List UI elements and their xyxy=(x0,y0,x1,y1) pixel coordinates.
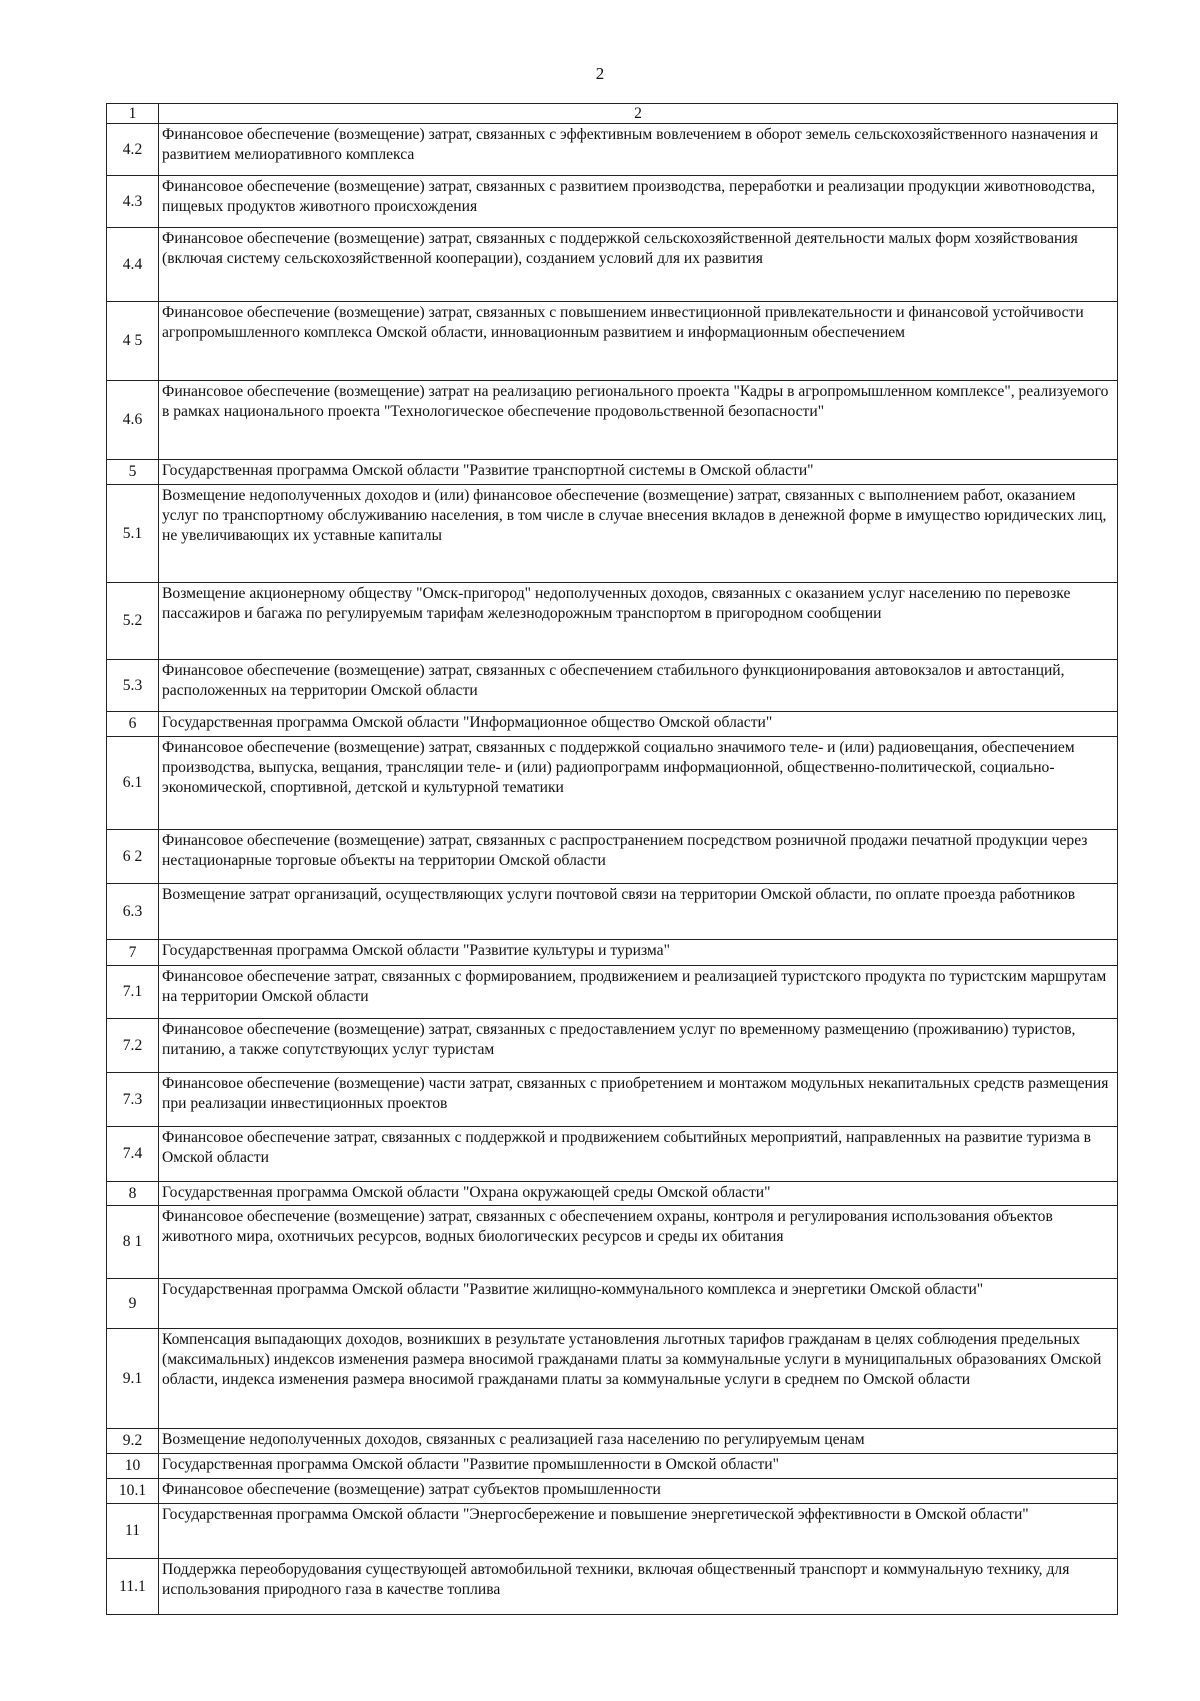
row-text: Государственная программа Омской области "Развитие культуры и туризма" xyxy=(159,940,1118,966)
row-text: Финансовое обеспечение (возмещение) затрат, связанных с поддержкой сельскохозяйственной деятельности малых форм хозяйствования (включая систему сельскохозяйственной кооперации), созданием условий для их развития xyxy=(159,228,1118,302)
row-number: 6.1 xyxy=(107,737,159,830)
row-text: Финансовое обеспечение (возмещение) затрат, связанных с повышением инвестиционной привлекательности и финансовой устойчивости агропромышленного комплекса Омской области, инновационным развитием и информационным обеспечением xyxy=(159,302,1118,381)
row-text: Финансовое обеспечение (возмещение) затрат, связанных с обеспечением стабильного функционирования автовокзалов и автостанций, расположенных на территории Омской области xyxy=(159,660,1118,712)
row-number: 4.3 xyxy=(107,176,159,228)
table-row xyxy=(107,1559,1118,1615)
row-number: 7.2 xyxy=(107,1019,159,1073)
table-row xyxy=(107,884,1118,940)
row-text: Поддержка переоборудования существующей автомобильной техники, включая общественный транспорт и коммунальную технику, для использования природного газа в качестве топлива xyxy=(159,1559,1118,1615)
row-text: Финансовое обеспечение (возмещение) затрат субъектов промышленности xyxy=(159,1479,1118,1504)
row-number: 8 xyxy=(107,1182,159,1206)
row-number: 7.4 xyxy=(107,1127,159,1182)
table-row xyxy=(107,1279,1118,1329)
row-text: Финансовое обеспечение (возмещение) затрат, связанных с поддержкой социально значимого теле- и (или) радиовещания, обеспечением производства, выпуска, вещания, трансляции теле- и (или) радиопрограмм информационной, общественно-политической, социально-экономической, спортивной, детской и культурной тематики xyxy=(159,737,1118,830)
row-text: Финансовое обеспечение затрат, связанных с поддержкой и продвижением событийных мероприятий, направленных на развитие туризма в Омской области xyxy=(159,1127,1118,1182)
table-row xyxy=(107,1127,1118,1182)
row-text: Финансовое обеспечение (возмещение) затрат, связанных с обеспечением охраны, контроля и регулирования использования объектов животного мира, охотничьих ресурсов, водных биологических ресурсов и среды их обитания xyxy=(159,1206,1118,1279)
row-number: 7.1 xyxy=(107,966,159,1019)
table-row xyxy=(107,124,1118,176)
row-number: 4.6 xyxy=(107,381,159,460)
row-number: 11.1 xyxy=(107,1559,159,1615)
row-text: Финансовое обеспечение (возмещение) затрат, связанных с эффективным вовлечением в оборот земель сельскохозяйственного назначения и развитием мелиоративного комплекса xyxy=(159,124,1118,176)
row-text: Финансовое обеспечение (возмещение) затрат, связанных с распространением посредством розничной продажи печатной продукции через нестационарные торговые объекты на территории Омской области xyxy=(159,830,1118,884)
row-text: Возмещение недополученных доходов, связанных с реализацией газа населению по регулируемым ценам xyxy=(159,1429,1118,1454)
row-number: 5 xyxy=(107,460,159,485)
row-text: Государственная программа Омской области "Информационное общество Омской области" xyxy=(159,712,1118,737)
row-text: Возмещение затрат организаций, осуществляющих услуги почтовой связи на территории Омской области, по оплате проезда работников xyxy=(159,884,1118,940)
table-row xyxy=(107,381,1118,460)
table-row xyxy=(107,1429,1118,1454)
row-number: 5.1 xyxy=(107,485,159,583)
row-text: Государственная программа Омской области "Развитие жилищно-коммунального комплекса и энергетики Омской области" xyxy=(159,1279,1118,1329)
header-col-1: 1 xyxy=(107,104,159,124)
table-row xyxy=(107,1182,1118,1206)
row-number: 7.3 xyxy=(107,1073,159,1127)
table-row xyxy=(107,712,1118,737)
table-row xyxy=(107,1206,1118,1279)
row-number: 6.3 xyxy=(107,884,159,940)
table-row xyxy=(107,485,1118,583)
table-row xyxy=(107,302,1118,381)
page-number: 2 xyxy=(595,64,605,83)
row-number: 4.2 xyxy=(107,124,159,176)
header-col-2: 2 xyxy=(159,104,1118,124)
table-row xyxy=(107,460,1118,485)
row-text: Возмещение акционерному обществу "Омск-пригород" недополученных доходов, связанных с оказанием услуг населению по перевозке пассажиров и багажа по регулируемым тарифам железнодорожным транспортом в пригородном сообщении xyxy=(159,583,1118,660)
row-text: Государственная программа Омской области "Охрана окружающей среды Омской области" xyxy=(159,1182,1118,1206)
subsidy-table xyxy=(106,103,1118,1615)
row-number: 6 2 xyxy=(107,830,159,884)
row-text: Финансовое обеспечение (возмещение) затрат на реализацию регионального проекта "Кадры в агропромышленном комплексе", реализуемого в рамках национального проекта "Технологическое обеспечение продовольственной безопасности" xyxy=(159,381,1118,460)
row-number: 5.3 xyxy=(107,660,159,712)
row-number: 9.1 xyxy=(107,1329,159,1429)
row-number: 6 xyxy=(107,712,159,737)
table-row xyxy=(107,1454,1118,1479)
table-row xyxy=(107,1329,1118,1429)
table-row xyxy=(107,1073,1118,1127)
table-row xyxy=(107,966,1118,1019)
row-number: 10.1 xyxy=(107,1479,159,1504)
row-number: 9 xyxy=(107,1279,159,1329)
table-row xyxy=(107,1019,1118,1073)
row-text: Государственная программа Омской области "Развитие транспортной системы в Омской области" xyxy=(159,460,1118,485)
row-number: 10 xyxy=(107,1454,159,1479)
row-text: Финансовое обеспечение (возмещение) части затрат, связанных с приобретением и монтажом модульных некапитальных средств размещения при реализации инвестиционных проектов xyxy=(159,1073,1118,1127)
table-header-row xyxy=(107,104,1118,124)
row-number: 11 xyxy=(107,1504,159,1559)
row-number: 9.2 xyxy=(107,1429,159,1454)
row-number: 4.4 xyxy=(107,228,159,302)
row-number: 4 5 xyxy=(107,302,159,381)
table-row xyxy=(107,737,1118,830)
table-row xyxy=(107,583,1118,660)
table-row xyxy=(107,228,1118,302)
row-text: Финансовое обеспечение (возмещение) затрат, связанных с предоставлением услуг по временному размещению (проживанию) туристов, питанию, а также сопутствующих услуг туристам xyxy=(159,1019,1118,1073)
row-number: 7 xyxy=(107,940,159,966)
table-row xyxy=(107,1479,1118,1504)
row-text: Государственная программа Омской области "Энергосбережение и повышение энергетической эффективности в Омской области" xyxy=(159,1504,1118,1559)
row-text: Финансовое обеспечение (возмещение) затрат, связанных с развитием производства, переработки и реализации продукции животноводства, пищевых продуктов животного происхождения xyxy=(159,176,1118,228)
row-number: 8 1 xyxy=(107,1206,159,1279)
table-row xyxy=(107,176,1118,228)
row-text: Государственная программа Омской области "Развитие промышленности в Омской области" xyxy=(159,1454,1118,1479)
table-row xyxy=(107,940,1118,966)
row-text: Компенсация выпадающих доходов, возникших в результате установления льготных тарифов гражданам в целях соблюдения предельных (максимальных) индексов изменения размера вносимой гражданами платы за коммунальные услуги в муниципальных образованиях Омской области, индекса изменения размера вносимой гражданами платы за коммунальные услуги в среднем по Омской области xyxy=(159,1329,1118,1429)
row-text: Возмещение недополученных доходов и (или) финансовое обеспечение (возмещение) затрат, связанных с выполнением работ, оказанием услуг по транспортному обслуживанию населения, в том числе в случае внесения вкладов в денежной форме в имущество юридических лиц, не увеличивающих их уставные капиталы xyxy=(159,485,1118,583)
table-row xyxy=(107,660,1118,712)
table-row xyxy=(107,830,1118,884)
row-number: 5.2 xyxy=(107,583,159,660)
table-row xyxy=(107,1504,1118,1559)
row-text: Финансовое обеспечение затрат, связанных с формированием, продвижением и реализацией туристского продукта по туристским маршрутам на территории Омской области xyxy=(159,966,1118,1019)
